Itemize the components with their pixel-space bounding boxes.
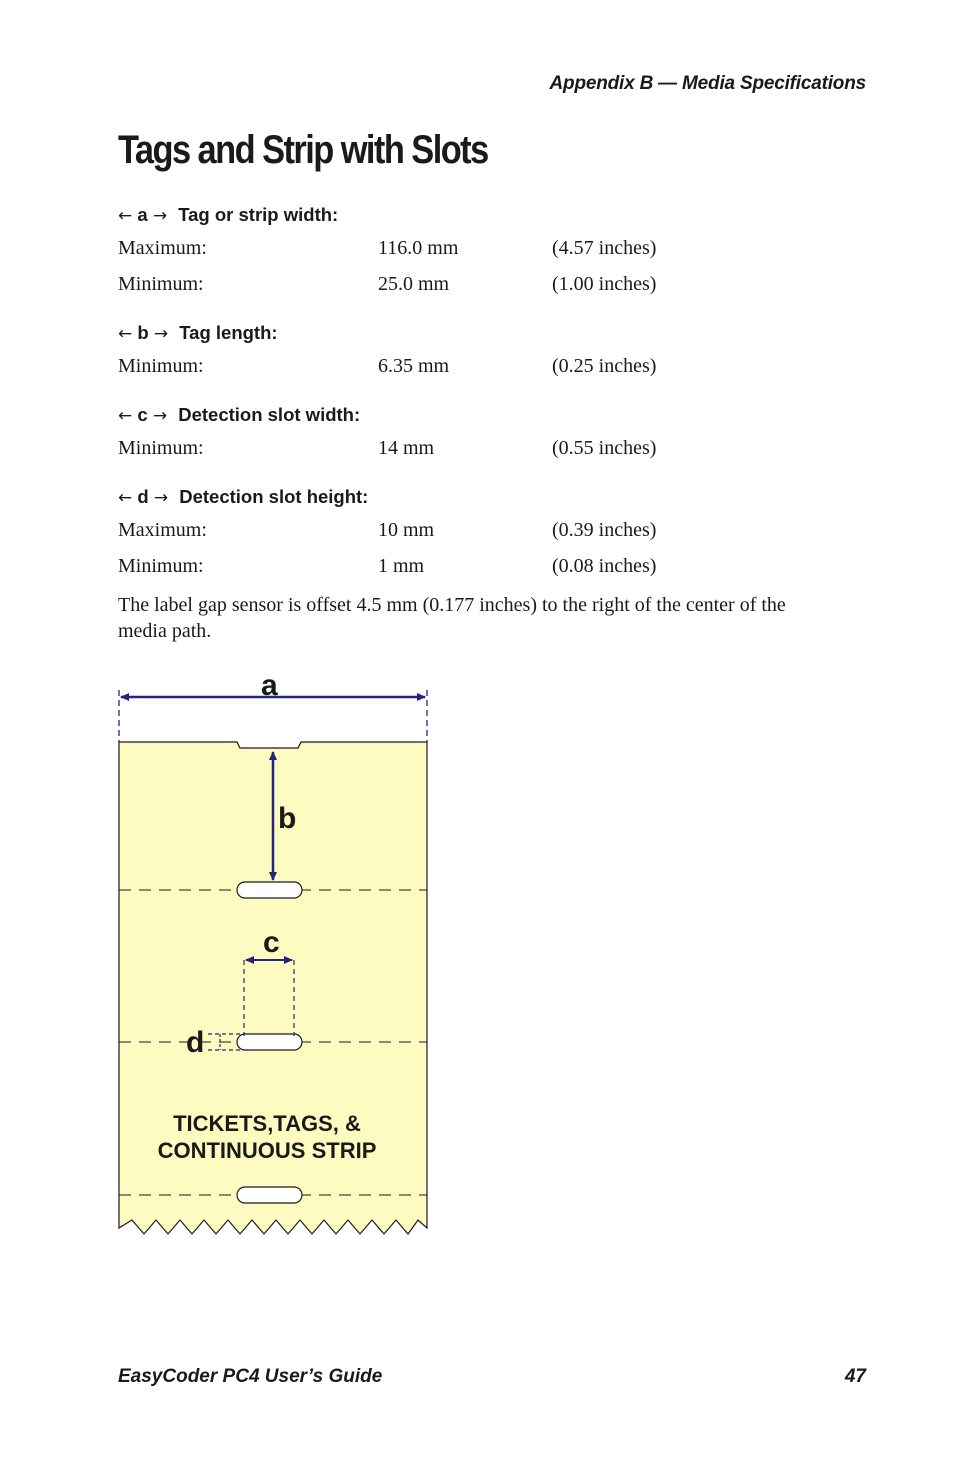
spec-letter: d [137,486,149,507]
row-metric: 25.0 mm [378,273,450,295]
spec-letter: b [137,322,149,343]
spec-block-a [118,200,858,302]
spec-row [118,512,858,548]
row-metric: 116.0 mm [378,237,459,259]
spec-heading-a [118,200,858,230]
right-arrow-icon: → [153,488,169,508]
spec-row [118,230,858,266]
row-imperial: (0.25 inches) [552,355,657,377]
media-diagram [100,660,460,1250]
row-metric: 10 mm [378,519,435,541]
row-imperial: (0.08 inches) [552,555,657,577]
detection-slot [237,1034,302,1050]
row-metric: 1 mm [378,555,425,577]
spec-block-c [118,400,858,466]
spec-label: Detection slot height: [179,486,369,507]
row-imperial: (1.00 inches) [552,273,657,295]
spec-row [118,548,858,584]
detection-slot [237,882,302,898]
spec-row [118,430,858,466]
dimension-a-label: a [261,669,278,702]
spec-block-b [118,318,858,384]
right-arrow-icon: → [153,324,169,344]
row-imperial: (0.39 inches) [552,519,657,541]
footer-page-number: 47 [844,1366,866,1387]
spec-label: Detection slot width: [178,404,361,425]
spec-letter: a [137,204,148,225]
left-arrow-icon: ← [118,406,133,426]
row-imperial: (0.55 inches) [552,437,657,459]
row-label: Maximum: [118,237,207,259]
running-head: Appendix B — Media Specifications [549,73,866,94]
row-label: Minimum: [118,273,204,295]
row-label: Maximum: [118,519,207,541]
right-arrow-icon: → [152,406,168,426]
row-label: Minimum: [118,555,204,577]
spec-heading-d [118,482,858,512]
detection-slot [237,1187,302,1203]
dimension-b-label: b [278,802,297,835]
row-label: Minimum: [118,437,204,459]
row-metric: 6.35 mm [378,355,450,377]
dimension-d-label: d [186,1026,205,1059]
spec-label: Tag length: [179,322,278,343]
dimension-c-label: c [263,926,280,959]
media-caption-line2: CONTINUOUS STRIP [157,1138,377,1163]
page-title: Tags and Strip with Slots [118,128,488,172]
spec-letter: c [137,404,148,425]
media-caption-line1: TICKETS,TAGS, & [173,1111,361,1136]
spec-block-d [118,482,858,584]
left-arrow-icon: ← [118,488,133,508]
spec-row [118,266,858,302]
row-imperial: (4.57 inches) [552,237,657,259]
spec-label: Tag or strip width: [178,204,339,225]
row-label: Minimum: [118,355,204,377]
right-arrow-icon: → [152,206,168,226]
left-arrow-icon: ← [118,206,133,226]
sensor-offset-note: The label gap sensor is offset 4.5 mm (0.177 inches) to the right of the center of the media path. [118,594,786,642]
spec-heading-c [118,400,858,430]
row-metric: 14 mm [378,437,435,459]
spec-row [118,348,858,384]
footer-guide-title: EasyCoder PC4 User’s Guide [118,1366,383,1387]
left-arrow-icon: ← [118,324,133,344]
spec-heading-b [118,318,858,348]
